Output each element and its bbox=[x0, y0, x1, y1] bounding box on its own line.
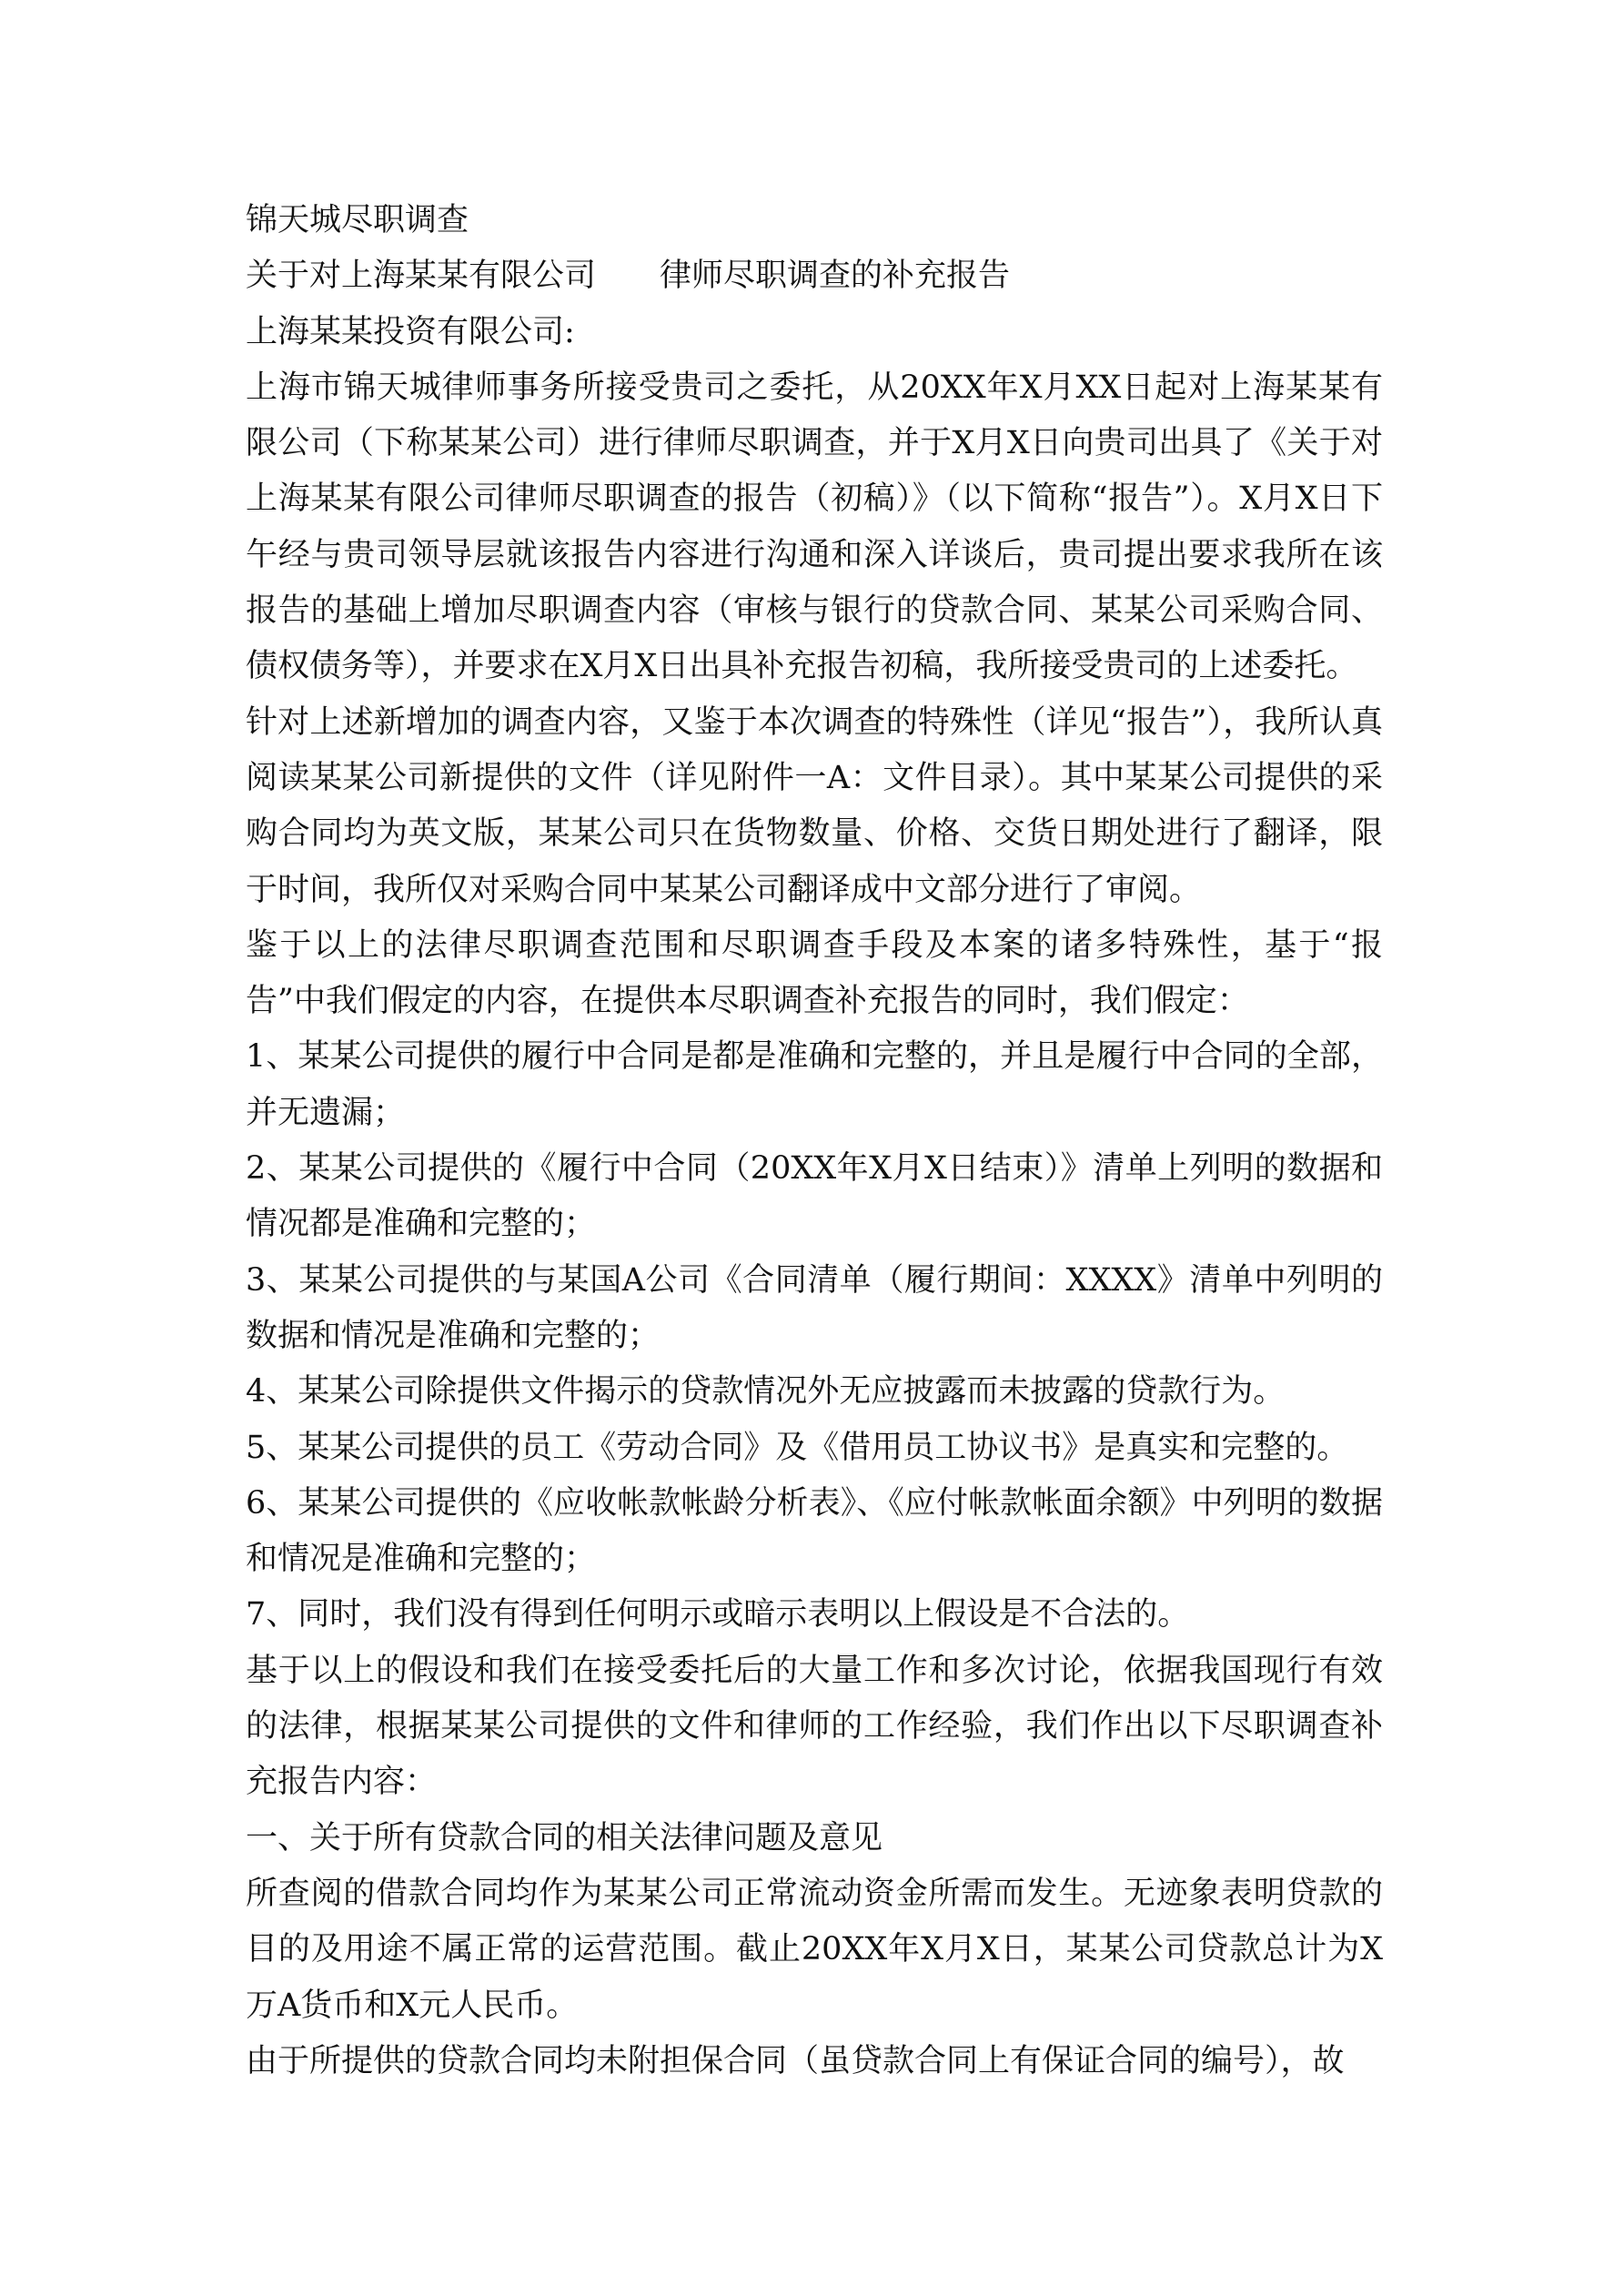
assumption-item-6: 6、某某公司提供的《应收帐款帐龄分析表》、《应付帐款帐面余额》中列明的数据和情况是准确和完整的； bbox=[246, 1484, 1383, 1578]
document-body bbox=[246, 193, 1383, 2089]
assumption-item-7: 7、同时，我们没有得到任何明示或暗示表明以上假设是不合法的。 bbox=[246, 1596, 1190, 1633]
paragraph-basis: 基于以上的假设和我们在接受委托后的大量工作和多次讨论，依据我国现行有效的法律，根据某某公司提供的文件和律师的工作经验，我们作出以下尽职调查补充报告内容： bbox=[246, 1652, 1383, 1801]
section-heading-loans: 一、关于所有贷款合同的相关法律问题及意见 bbox=[246, 1819, 883, 1856]
assumption-item-4: 4、某某公司除提供文件揭示的贷款情况外无应披露而未披露的贷款行为。 bbox=[246, 1373, 1286, 1411]
report-subtitle-left: 关于对上海某某有限公司 bbox=[246, 258, 597, 295]
assumption-item-5: 5、某某公司提供的员工《劳动合同》及《借用员工协议书》是真实和完整的。 bbox=[246, 1429, 1349, 1466]
document-title: 锦天城尽职调查 bbox=[246, 202, 469, 238]
paragraph-assumptions-intro: 鉴于以上的法律尽职调查范围和尽职调查手段及本案的诸多特殊性，基于“报告”中我们假定的内容，在提供本尽职调查补充报告的同时，我们假定： bbox=[246, 926, 1383, 1020]
addressee: 上海某某投资有限公司: bbox=[246, 313, 575, 350]
assumption-item-1: 1、某某公司提供的履行中合同是都是准确和完整的，并且是履行中合同的全部，并无遗漏； bbox=[246, 1038, 1383, 1131]
report-subtitle-right: 律师尽职调查的补充报告 bbox=[660, 258, 1011, 295]
paragraph-scope: 针对上述新增加的调查内容，又鉴于本次调查的特殊性（详见“报告”），我所认真阅读某某公司新提供的文件（详见附件一A：文件目录）。其中某某公司提供的采购合同均为英文版，某某公司只在货物数量、价格、交货日期处进行了翻译，限于时间，我所仅对采购合同中某某公司翻译成中文部分进行了审阅。 bbox=[246, 703, 1383, 908]
paragraph-loans-summary: 所查阅的借款合同均作为某某公司正常流动资金所需而发生。无迹象表明贷款的目的及用途不属正常的运营范围。截止20XX年X月X日，某某公司贷款总计为X万A货币和X元人民币。 bbox=[246, 1875, 1383, 2024]
assumption-item-2: 2、某某公司提供的《履行中合同（20XX年X月X日结束）》清单上列明的数据和情况都是准确和完整的； bbox=[246, 1150, 1383, 1243]
report-subtitle bbox=[246, 248, 1383, 304]
paragraph-loans-guarantee: 由于所提供的贷款合同均未附担保合同（虽贷款合同上有保证合同的编号），故 bbox=[246, 2042, 1345, 2079]
paragraph-intro: 上海市锦天城律师事务所接受贵司之委托，从20XX年X月XX日起对上海某某有限公司（下称某某公司）进行律师尽职调查，并于X月X日向贵司出具了《关于对上海某某有限公司律师尽职调查的报告（初稿）》（以下简称“报告”）。X月X日下午经与贵司领导层就该报告内容进行沟通和深入详谈后，贵司提出要求我所在该报告的基础上增加尽职调查内容（审核与银行的贷款合同、某某公司采购合同、债权债务等），并要求在X月X日出具补充报告初稿，我所接受贵司的上述委托。 bbox=[246, 369, 1383, 685]
assumption-item-3: 3、某某公司提供的与某国A公司《合同清单（履行期间：XXXX》清单中列明的数据和情况是准确和完整的； bbox=[246, 1261, 1383, 1354]
